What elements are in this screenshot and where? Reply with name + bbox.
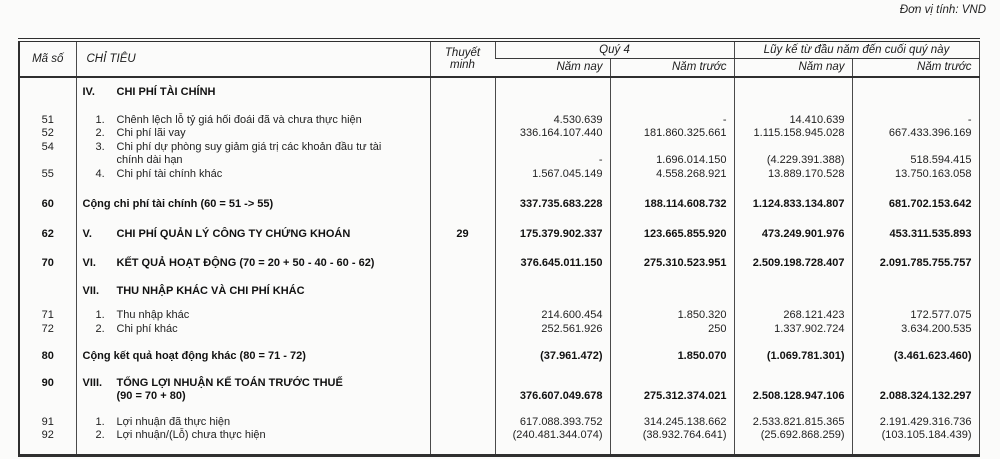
cell-q4-current-year: 376.607.049.678 bbox=[495, 364, 610, 404]
cell-ytd-current-year: 14.410.639 bbox=[734, 100, 852, 128]
cell-ytd-current-year: (4.229.391.388) bbox=[734, 141, 852, 168]
income-statement-table bbox=[18, 38, 980, 457]
cell-ytd-prior-year: (103.105.184.439) bbox=[852, 429, 979, 455]
row-index-label: 1. bbox=[95, 309, 105, 321]
table-row bbox=[19, 212, 979, 242]
row-label-cell bbox=[76, 323, 430, 337]
cell-ytd-prior-year: (3.461.623.460) bbox=[852, 336, 979, 364]
cell-ytd-prior-year: 667.433.396.169 bbox=[852, 127, 979, 141]
cell-q4-prior-year: - bbox=[610, 100, 734, 128]
row-label-cell bbox=[76, 364, 430, 404]
row-note: 29 bbox=[430, 212, 495, 242]
col-header-q4-nam-nay: Năm nay bbox=[556, 61, 603, 74]
row-note bbox=[430, 271, 495, 299]
row-label-line1: Chi phí khác bbox=[116, 322, 178, 335]
row-label bbox=[117, 429, 426, 443]
table-row bbox=[19, 271, 979, 299]
cell-q4-prior-year: 188.114.608.732 bbox=[610, 181, 734, 212]
row-label-line1: Lợi nhuận/(Lỗ) chưa thực hiện bbox=[116, 429, 266, 441]
row-label bbox=[117, 141, 426, 168]
row-index-label: VI. bbox=[82, 257, 96, 269]
row-code bbox=[19, 77, 76, 100]
cell-q4-current-year: - bbox=[495, 141, 610, 168]
cell-ytd-current-year bbox=[734, 271, 852, 299]
row-code: 91 bbox=[41, 415, 54, 428]
row-label bbox=[117, 323, 426, 337]
cell-q4-prior-year: 1.696.014.150 bbox=[610, 141, 734, 168]
cell-ytd-current-year: 2.508.128.947.106 bbox=[734, 364, 852, 404]
table-row bbox=[19, 404, 979, 430]
row-label-cell bbox=[76, 100, 430, 128]
row-label-cell bbox=[76, 404, 430, 430]
row-label-line1: Cộng kết quả hoạt động khác (80 = 71 - 72) bbox=[82, 350, 306, 362]
row-label-cell bbox=[76, 298, 430, 323]
cell-q4-current-year: 175.379.902.337 bbox=[495, 212, 610, 242]
cell-ytd-current-year: 1.124.833.134.807 bbox=[734, 181, 852, 212]
row-label bbox=[117, 168, 426, 182]
row-code: 90 bbox=[41, 376, 54, 389]
cell-q4-current-year: 376.645.011.150 bbox=[495, 241, 610, 271]
row-label-line1: Chi phí lãi vay bbox=[116, 127, 186, 139]
cell-ytd-current-year: 1.115.158.945.028 bbox=[734, 127, 852, 141]
cell-q4-prior-year bbox=[610, 271, 734, 299]
row-note bbox=[430, 141, 495, 168]
row-label-cell bbox=[76, 141, 430, 168]
row-code: 71 bbox=[41, 309, 54, 321]
row-note bbox=[430, 323, 495, 337]
row-label bbox=[83, 198, 426, 212]
table-header bbox=[19, 40, 979, 77]
cell-ytd-current-year: 268.121.423 bbox=[734, 298, 852, 323]
table-row bbox=[19, 241, 979, 271]
cell-ytd-prior-year bbox=[852, 271, 979, 299]
row-code: 80 bbox=[41, 350, 54, 362]
row-label-line1: THU NHẬP KHÁC VÀ CHI PHÍ KHÁC bbox=[116, 284, 305, 297]
table-row bbox=[19, 77, 979, 100]
col-header-q4-nam-truoc: Năm trước bbox=[610, 58, 734, 77]
row-index-label: VII. bbox=[82, 284, 100, 297]
cell-ytd-prior-year bbox=[852, 77, 979, 100]
row-label bbox=[117, 309, 426, 323]
row-label-line1: Chênh lệch lỗ tỷ giá hối đoái đã và chưa thực hiện bbox=[116, 113, 362, 126]
cell-q4-current-year: 252.561.926 bbox=[495, 323, 610, 337]
cell-ytd-current-year: 473.249.901.976 bbox=[734, 212, 852, 242]
row-note bbox=[430, 100, 495, 128]
row-label-line1: Cộng chi phí tài chính (60 = 51 -> 55) bbox=[82, 198, 274, 210]
row-index-label: 4. bbox=[95, 167, 105, 180]
col-header-ma-so: Mã số bbox=[32, 53, 64, 65]
cell-q4-current-year: 214.600.454 bbox=[495, 298, 610, 323]
row-label-line1: CHI PHÍ TÀI CHÍNH bbox=[116, 86, 216, 98]
row-code: 70 bbox=[41, 257, 54, 269]
row-code: 52 bbox=[41, 127, 54, 139]
row-label-line1: Chi phí dự phòng suy giảm giá trị các khoản đầu tư tài bbox=[116, 140, 382, 153]
row-label bbox=[83, 350, 426, 364]
row-label-line1: KẾT QUẢ HOẠT ĐỘNG (70 = 20 + 50 - 40 - 60 - 62) bbox=[116, 257, 375, 269]
table-row bbox=[19, 298, 979, 323]
cell-ytd-current-year: (1.069.781.301) bbox=[734, 336, 852, 364]
cell-q4-current-year: 4.530.639 bbox=[495, 100, 610, 128]
row-label bbox=[117, 377, 426, 404]
row-label-cell bbox=[76, 271, 430, 299]
table-row bbox=[19, 100, 979, 128]
row-note bbox=[430, 241, 495, 271]
col-header-chi-tieu: CHỈ TIÊU bbox=[76, 40, 430, 77]
cell-q4-prior-year: 275.312.374.021 bbox=[610, 364, 734, 404]
row-index-label: V. bbox=[82, 227, 92, 240]
cell-ytd-prior-year: 2.088.324.132.297 bbox=[852, 364, 979, 404]
row-label bbox=[117, 416, 426, 430]
row-label-cell bbox=[76, 168, 430, 182]
row-label-cell bbox=[76, 127, 430, 141]
table-row bbox=[19, 336, 979, 364]
cell-ytd-prior-year: 3.634.200.535 bbox=[852, 323, 979, 337]
cell-q4-prior-year: 275.310.523.951 bbox=[610, 241, 734, 271]
cell-ytd-current-year: 13.889.170.528 bbox=[734, 168, 852, 182]
cell-q4-prior-year: 4.558.268.921 bbox=[610, 168, 734, 182]
table-row bbox=[19, 364, 979, 404]
row-note bbox=[430, 404, 495, 430]
cell-q4-current-year: 1.567.045.149 bbox=[495, 168, 610, 182]
row-label-cell bbox=[76, 336, 430, 364]
cell-q4-prior-year: 314.245.138.662 bbox=[610, 404, 734, 430]
table-row bbox=[19, 181, 979, 212]
cell-ytd-current-year: 2.509.198.728.407 bbox=[734, 241, 852, 271]
row-note bbox=[430, 364, 495, 404]
row-index-label: 1. bbox=[95, 113, 105, 126]
row-code: 62 bbox=[41, 227, 54, 240]
table-row bbox=[19, 323, 979, 337]
cell-q4-current-year: 337.735.683.228 bbox=[495, 181, 610, 212]
cell-q4-prior-year: 181.860.325.661 bbox=[610, 127, 734, 141]
row-label-line1: Lợi nhuận đã thực hiện bbox=[116, 415, 231, 428]
col-header-thuyet-minh: Thuyết minh bbox=[430, 40, 495, 77]
row-label-cell bbox=[76, 241, 430, 271]
row-label bbox=[117, 257, 426, 271]
row-note bbox=[430, 127, 495, 141]
cell-ytd-prior-year: 518.594.415 bbox=[852, 141, 979, 168]
row-index-label: 2. bbox=[95, 429, 105, 441]
cell-ytd-prior-year: 13.750.163.058 bbox=[852, 168, 979, 182]
col-header-luy-ke: Lũy kế từ đầu năm đến cuối quý này bbox=[734, 40, 979, 58]
row-code: 60 bbox=[41, 198, 54, 210]
cell-ytd-current-year: 2.533.821.815.365 bbox=[734, 404, 852, 430]
cell-ytd-prior-year: 453.311.535.893 bbox=[852, 212, 979, 242]
row-label-line1: CHI PHÍ QUẢN LÝ CÔNG TY CHỨNG KHOÁN bbox=[116, 227, 351, 240]
cell-q4-current-year: (240.481.344.074) bbox=[495, 429, 610, 455]
row-label-line1: Thu nhập khác bbox=[116, 309, 190, 321]
row-note bbox=[430, 77, 495, 100]
cell-q4-prior-year: 123.665.855.920 bbox=[610, 212, 734, 242]
row-label-cell bbox=[76, 429, 430, 455]
cell-q4-current-year bbox=[495, 77, 610, 100]
row-label bbox=[117, 228, 426, 242]
row-label-cell bbox=[76, 181, 430, 212]
cell-q4-prior-year: 1.850.320 bbox=[610, 298, 734, 323]
row-label-line2: chính dài hạn bbox=[116, 154, 183, 166]
row-code: 72 bbox=[41, 322, 54, 335]
unit-label: Đơn vị tính: VND bbox=[899, 4, 986, 16]
row-label-cell bbox=[76, 212, 430, 242]
cell-ytd-prior-year: - bbox=[852, 100, 979, 128]
table-row bbox=[19, 141, 979, 168]
table-body bbox=[19, 77, 979, 455]
col-header-ytd-nam-truoc: Năm trước bbox=[852, 58, 979, 77]
cell-ytd-prior-year: 2.191.429.316.736 bbox=[852, 404, 979, 430]
row-index-label: 3. bbox=[95, 140, 105, 153]
row-label bbox=[117, 285, 426, 299]
row-code: 92 bbox=[41, 429, 54, 441]
cell-ytd-current-year: (25.692.868.259) bbox=[734, 429, 852, 455]
row-index-label: VIII. bbox=[82, 376, 103, 389]
row-note bbox=[430, 168, 495, 182]
cell-q4-prior-year: (38.932.764.641) bbox=[610, 429, 734, 455]
row-note bbox=[430, 181, 495, 212]
row-code: 51 bbox=[41, 113, 54, 126]
row-index-label: 1. bbox=[95, 415, 105, 428]
table-row bbox=[19, 168, 979, 182]
header-row-groups bbox=[19, 40, 979, 58]
row-label bbox=[117, 86, 426, 100]
row-code: 55 bbox=[41, 167, 54, 180]
table-row bbox=[19, 127, 979, 141]
cell-q4-current-year: 336.164.107.440 bbox=[495, 127, 610, 141]
cell-q4-prior-year: 250 bbox=[610, 323, 734, 337]
col-header-quy-4: Quý 4 bbox=[495, 40, 734, 58]
row-label-line1: Chi phí tài chính khác bbox=[116, 167, 223, 180]
row-index-label: IV. bbox=[82, 86, 95, 98]
cell-ytd-prior-year: 172.577.075 bbox=[852, 298, 979, 323]
cell-ytd-current-year bbox=[734, 77, 852, 100]
cell-ytd-prior-year: 681.702.153.642 bbox=[852, 181, 979, 212]
cell-ytd-current-year: 1.337.902.724 bbox=[734, 323, 852, 337]
table-row bbox=[19, 429, 979, 455]
row-label-line1: TỔNG LỢI NHUẬN KẾ TOÁN TRƯỚC THUẾ bbox=[116, 376, 343, 389]
row-label-cell bbox=[76, 77, 430, 100]
cell-q4-prior-year: 1.850.070 bbox=[610, 336, 734, 364]
cell-q4-prior-year bbox=[610, 77, 734, 100]
col-header-ytd-nam-nay: Năm nay bbox=[734, 58, 852, 77]
row-note bbox=[430, 429, 495, 455]
cell-q4-current-year: 617.088.393.752 bbox=[495, 404, 610, 430]
row-label-line2: (90 = 70 + 80) bbox=[116, 390, 186, 402]
row-code: 54 bbox=[41, 140, 54, 153]
row-label bbox=[117, 114, 426, 128]
row-index-label: 2. bbox=[95, 127, 105, 139]
row-note bbox=[430, 298, 495, 323]
row-label bbox=[117, 127, 426, 141]
cell-q4-current-year: (37.961.472) bbox=[495, 336, 610, 364]
row-index-label: 2. bbox=[95, 322, 105, 335]
cell-ytd-prior-year: 2.091.785.755.757 bbox=[852, 241, 979, 271]
cell-q4-current-year bbox=[495, 271, 610, 299]
row-code bbox=[19, 271, 76, 299]
row-note bbox=[430, 336, 495, 364]
